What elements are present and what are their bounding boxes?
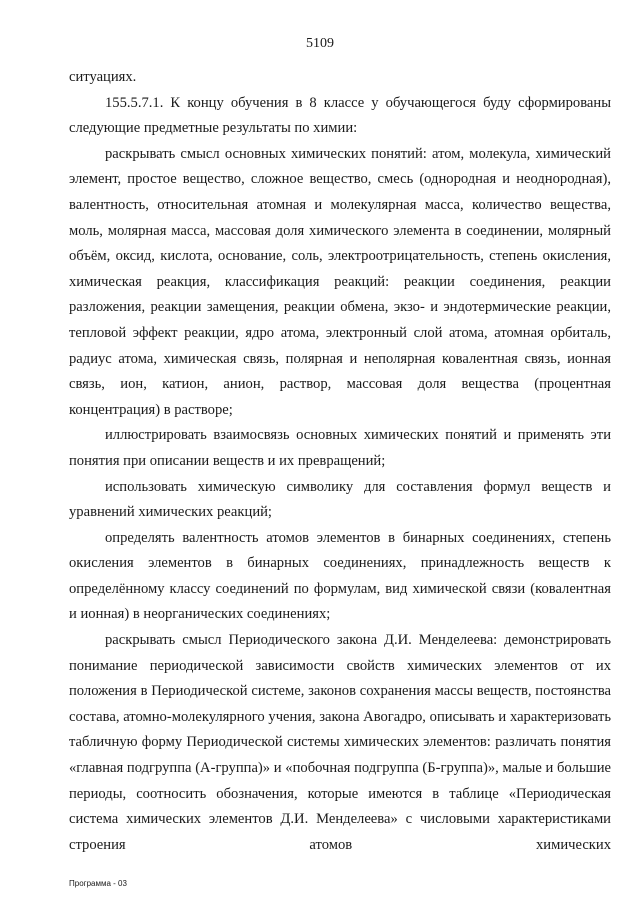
- paragraph-continuation: ситуациях.: [69, 69, 137, 85]
- paragraph-periodic-law: раскрывать смысл Периодического закона Д.И. Менделеева: демонстрировать понимание периодической зависимости свойств химических элементов от их положения в Периодической системе, законов сохранения массы веществ, постоянства состава, атомно-молекулярного учения, закона Авогадро, описывать и характеризовать табличную форму Периодической системы химических элементов: различать понятия «главная подгруппа (А-группа)» и «побочная подгруппа (Б-группа)», малые и большие периоды, соотносить обозначения, которые имеются в таблице «Периодическая система химических элементов Д.И. Менделеева» с числовыми характеристиками строения атомов химических: [69, 632, 611, 853]
- paragraph-concepts: раскрывать смысл основных химических понятий: атом, молекула, химический элемент, простое вещество, сложное вещество, смесь (однородная и неоднородная), валентность, относительная атомная и молекулярная масса, количество вещества, моль, молярная масса, массовая доля химического элемента в соединении, молярный объём, оксид, кислота, основание, соль, электроотрицательность, степень окисления, химическая реакция, классификация реакций: реакции соединения, реакции разложения, реакции замещения, реакции обмена, экзо- и эндотермические реакции, тепловой эффект реакции, ядро атома, электронный слой атома, атомная орбиталь, радиус атома, химическая связь, полярная и неполярная ковалентная связь, ионная связь, ион, катион, анион, раствор, массовая доля вещества (процентная концентрация) в растворе;: [69, 145, 611, 418]
- footer-program-label: Программа - 03: [69, 879, 127, 888]
- paragraph-section-heading: 155.5.7.1. К концу обучения в 8 классе у обучающегося буду сформированы следующие предметные результаты по химии:: [69, 94, 611, 137]
- paragraph-illustrate: иллюстрировать взаимосвязь основных химических понятий и применять эти понятия при описании веществ и их превращений;: [69, 427, 611, 469]
- paragraph-symbolics: использовать химическую символику для составления формул веществ и уравнений химических реакций;: [69, 478, 611, 521]
- body-text: [69, 65, 611, 858]
- paragraph-valence: определять валентность атомов элементов в бинарных соединениях, степень окисления элементов в бинарных соединениях, принадлежность веществ к определённому классу соединений по формулам, вид химической связи (ковалентная и ионная) в неорганических соединениях;: [69, 529, 611, 623]
- page-number: 5109: [306, 36, 334, 51]
